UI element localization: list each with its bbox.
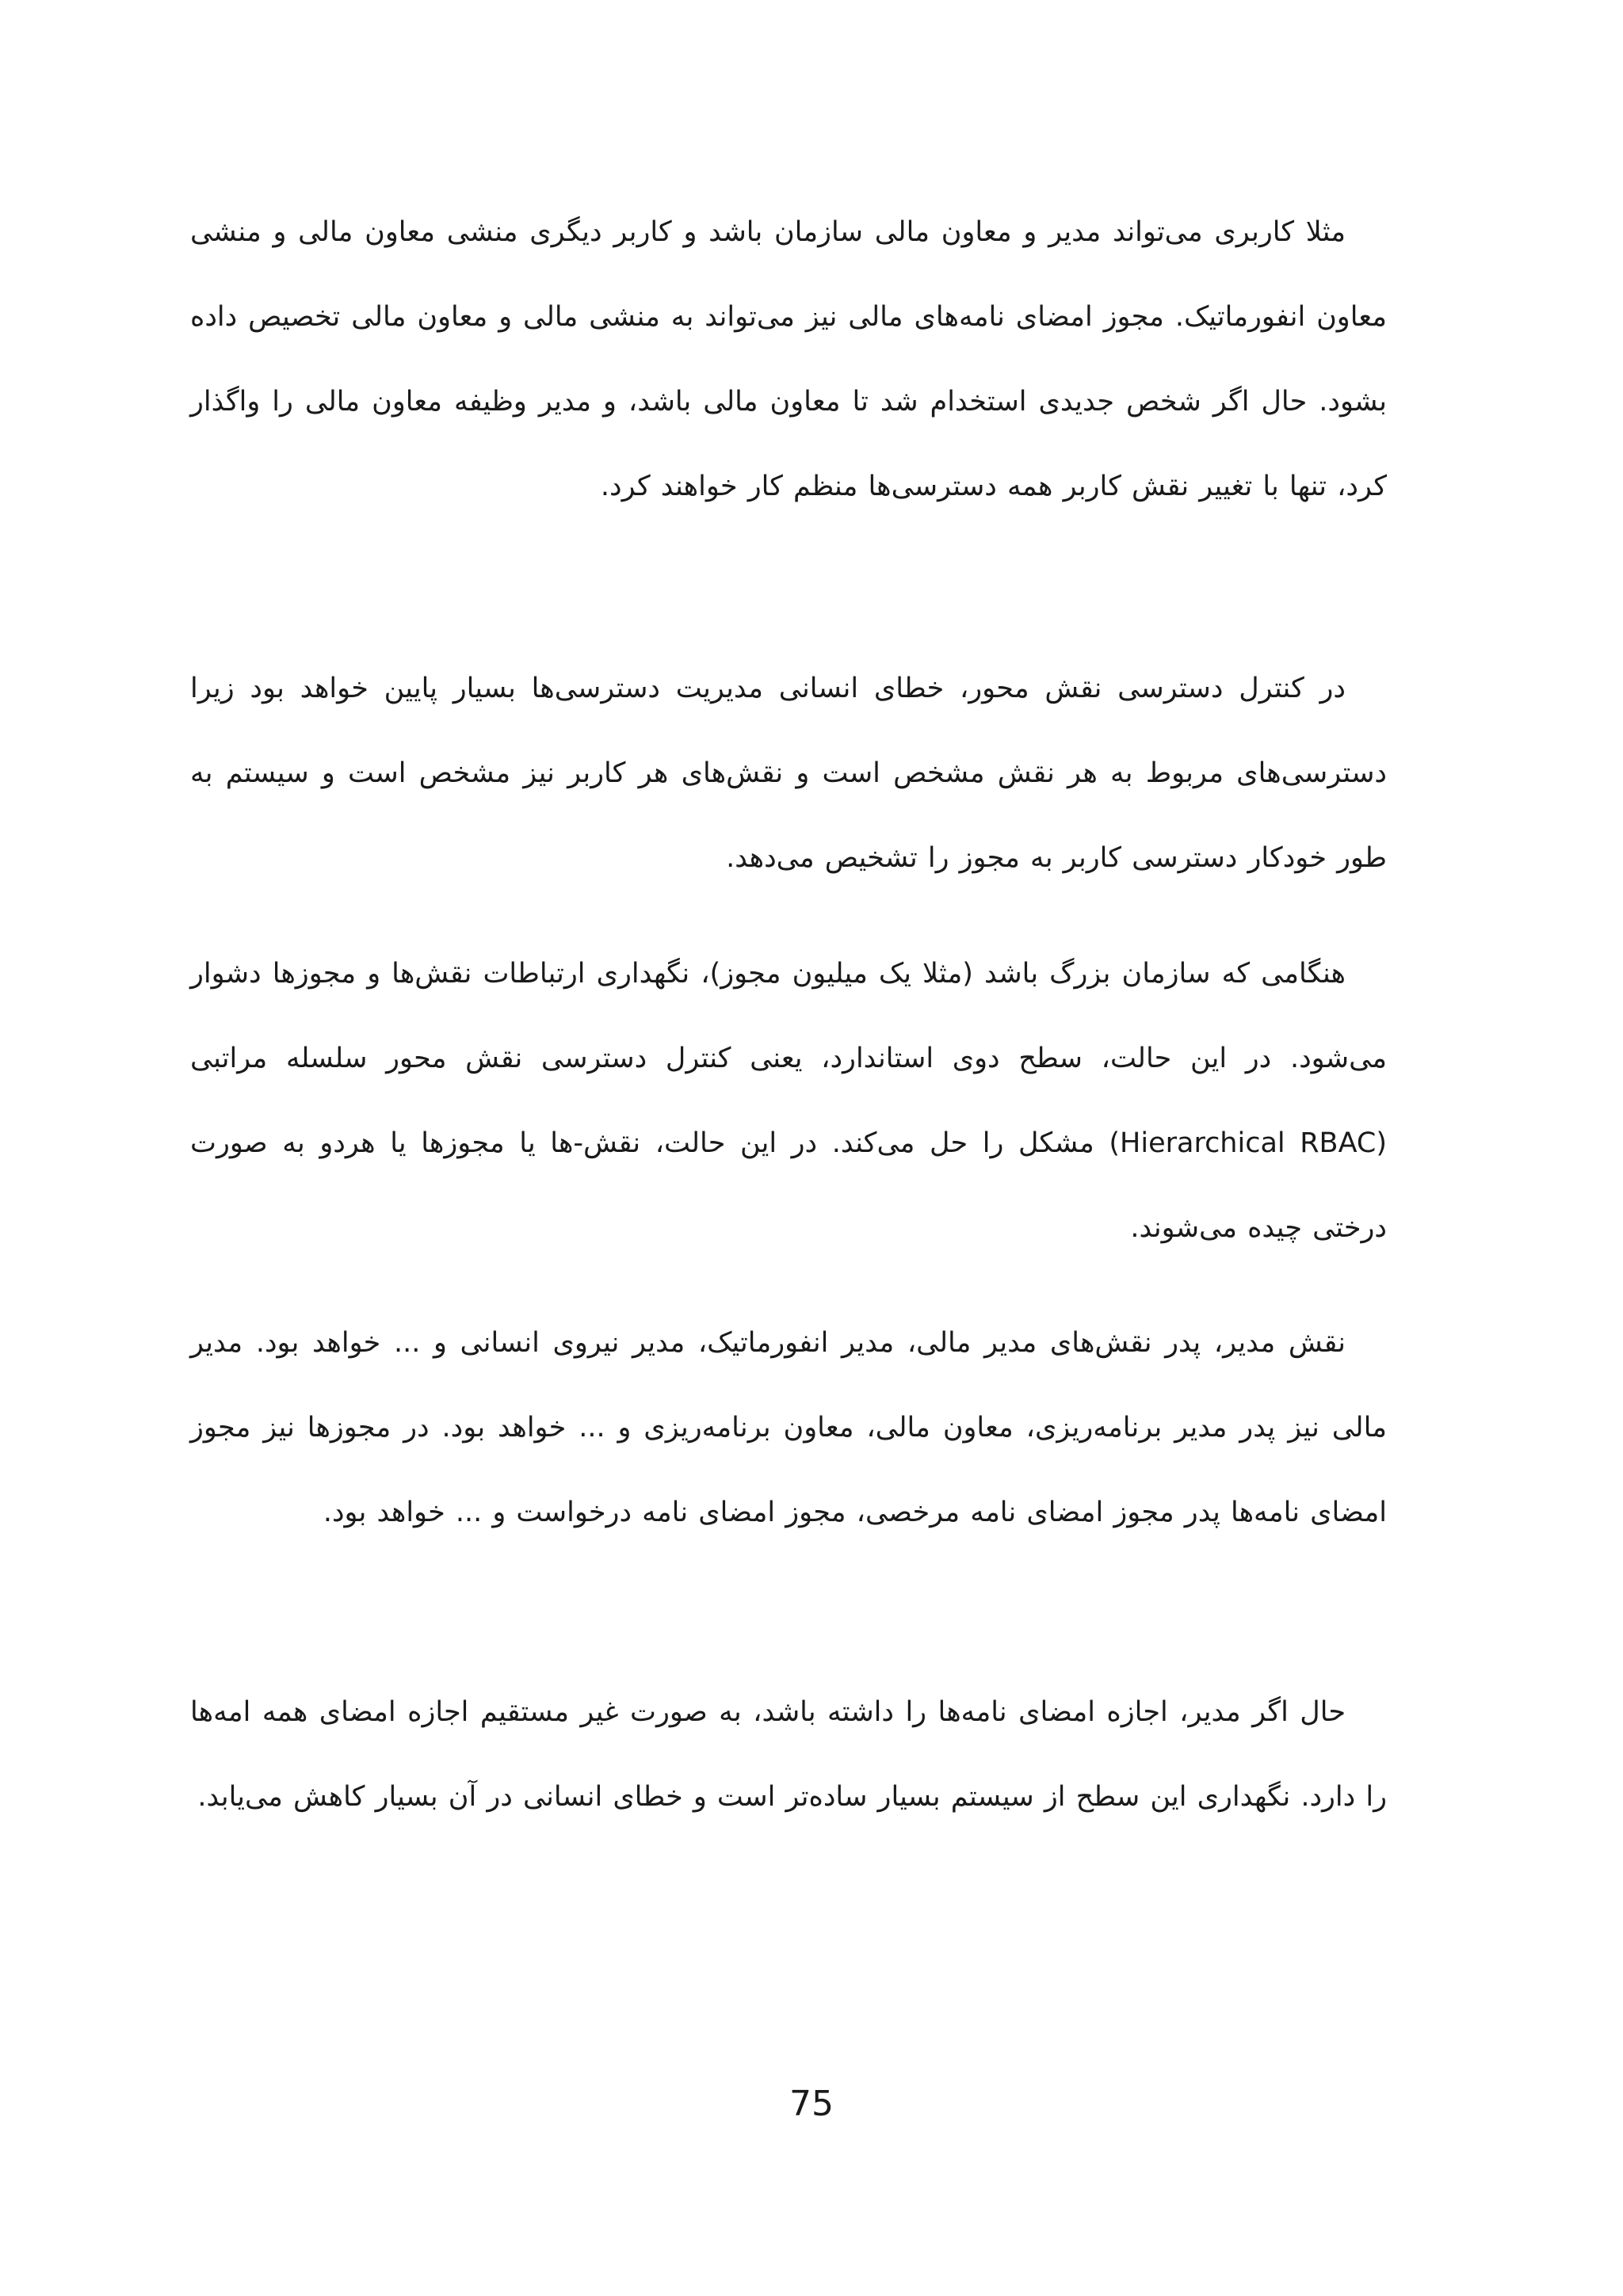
document-page <box>190 0 1387 2296</box>
paragraph-indirect-permission: حال اگر مدیر، اجازه امضای نامه‌ها را داشته باشد، به صورت غیر مستقیم اجازه امضای همه امه‌ها را دارد. نگهداری این سطح از سیستم بسیار ساده‌تر است و خطای انسانی در آن بسیار کاهش می‌یابد. <box>190 1696 1387 1813</box>
paragraph-role-tree-example: نقش مدیر، پدر نقش‌های مدیر مالی، مدیر انفورماتیک، مدیر نیروی انسانی و ... خواهد بود. مدیر مالی نیز پدر مدیر برنامه‌ریزی، معاون مالی، معاون برنامه‌ریزی و ... خواهد بود. در مجوزها نیز مجوز امضای نامه‌ها پدر مجوز امضای نامه مرخصی، مجوز امضای نامه درخواست و ... خواهد بود. <box>190 1327 1387 1528</box>
paragraph-human-error: در کنترل دسترسی نقش محور، خطای انسانی مدیریت دسترسی‌ها بسیار پایین خواهد بود زیرا دسترسی‌های مربوط به هر نقش مشخص است و نقش‌های هر کاربر نیز مشخص است و سیستم به طور خودکار دسترسی کاربر به مجوز را تشخیص می‌دهد. <box>190 673 1387 874</box>
paragraph-role-examples: مثلا کاربری می‌تواند مدیر و معاون مالی سازمان باشد و کاربر دیگری منشی معاون مالی و منشی معاون انفورماتیک. مجوز امضای نامه‌های مالی نیز می‌تواند به منشی مالی و معاون مالی تخصیص داده بشود. حال اگر شخص جدیدی استخدام شد تا معاون مالی باشد، و مدیر وظیفه معاون مالی را واگذار کرد، تنها با تغییر نقش کاربر همه دسترسی‌ها منظم کار خواهند کرد. <box>190 216 1387 502</box>
page-number: 75 <box>789 2084 834 2124</box>
paragraph-hierarchical-rbac: هنگامی که سازمان بزرگ باشد (مثلا یک میلیون مجوز)، نگهداری ارتباطات نقش‌ها و مجوزها دشوار می‌شود. در این حالت، سطح دوی استاندارد، یعنی کنترل دسترسی نقش محور سلسله مراتبی (Hierarchical RBAC) مشکل را حل می‌کند. در این حالت، نقش-ها یا مجوزها یا هردو به صورت درختی چیده می‌شوند. <box>190 958 1387 1244</box>
